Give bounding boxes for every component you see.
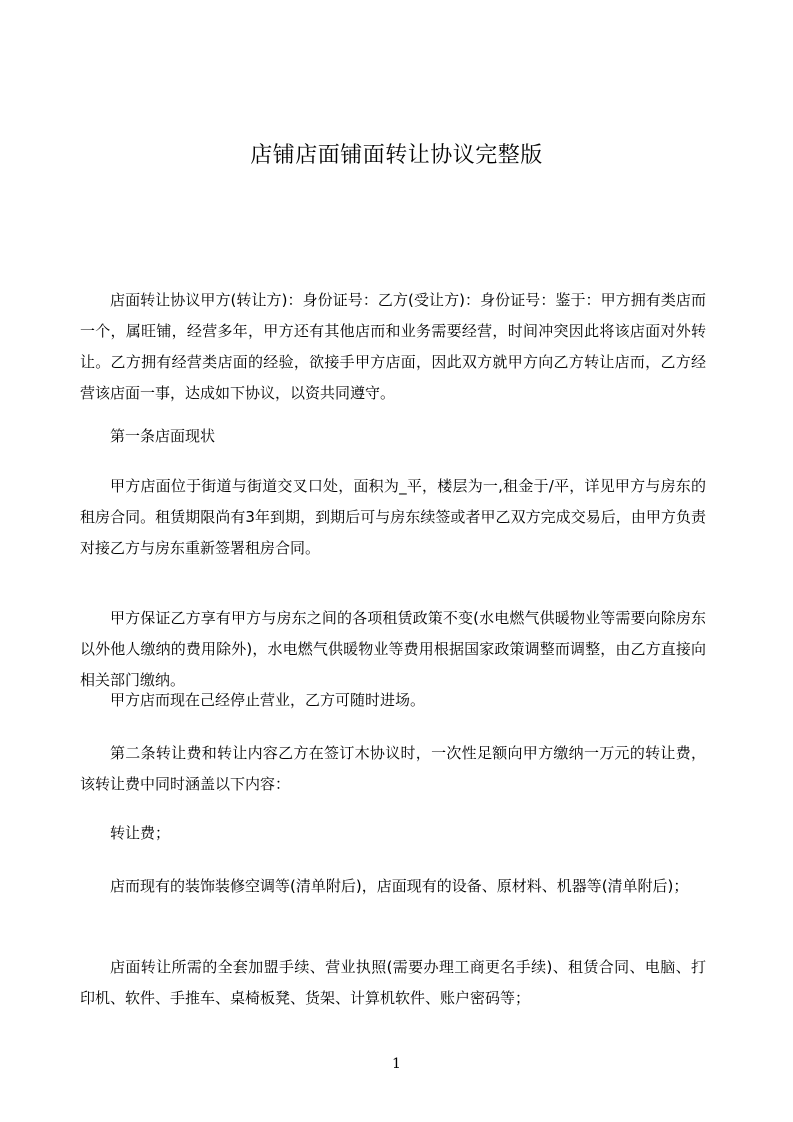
paragraph-licenses-assets: 店面转让所需的全套加盟手续、营业执照(需要办理工商更名手续)、租赁合同、电脑、打印机、软件、手推车、桌椅板凳、货架、计算机软件、账户密码等；: [80, 958, 706, 1007]
document-title: 店铺店面铺面转让协议完整版: [250, 143, 543, 168]
page-number: 1: [392, 1056, 401, 1072]
paragraph-transfer-fee-item: 转让费；: [110, 824, 171, 842]
paragraph-ceased-business: 甲方店而现在己经停止营业，乙方可随时进场。: [110, 691, 426, 709]
paragraph-article-2-fee: 第二条转让费和转让内容乙方在签订木协议时，一次性足额向甲方缴纳一万元的转让费，该转让费中同时涵盖以下内容：: [80, 744, 706, 793]
paragraph-decoration-equipment: 店而现有的装饰装修空调等(清单附后)，店面现有的设备、原材料、机器等(清单附后)；: [110, 877, 689, 895]
section-heading-article-1: 第一条店面现状: [110, 427, 216, 445]
paragraph-lease-policy: 甲方保证乙方享有甲方与房东之间的各项租赁政策不变(水电燃气供暖物业等需要向除房东以外他人缴纳的费用除外)，水电燃气供暖物业等费用根据国家政策调整而调整，由乙方直接向相关部门缴纳。: [80, 609, 706, 689]
paragraph-store-location: 甲方店面位于街道与街道交叉口处，面积为_平，楼层为一,租金于/平，详见甲方与房东的租房合同。租赁期限尚有3年到期，到期后可与房东续签或者甲乙双方完成交易后，由甲方负责对接乙方与房东重新签署租房合同。: [80, 477, 706, 557]
paragraph-intro: 店面转让协议甲方(转让方)：身份证号：乙方(受让方)：身份证号：鉴于：甲方拥有类店而一个，属旺铺，经营多年，甲方还有其他店而和业务需要经营，时间冲突因此将该店面对外转让。乙方拥有经营类店面的经验，欲接手甲方店面，因此双方就甲方向乙方转让店而，乙方经营该店面一事，达成如下协议，以资共同遵守。: [80, 291, 706, 402]
